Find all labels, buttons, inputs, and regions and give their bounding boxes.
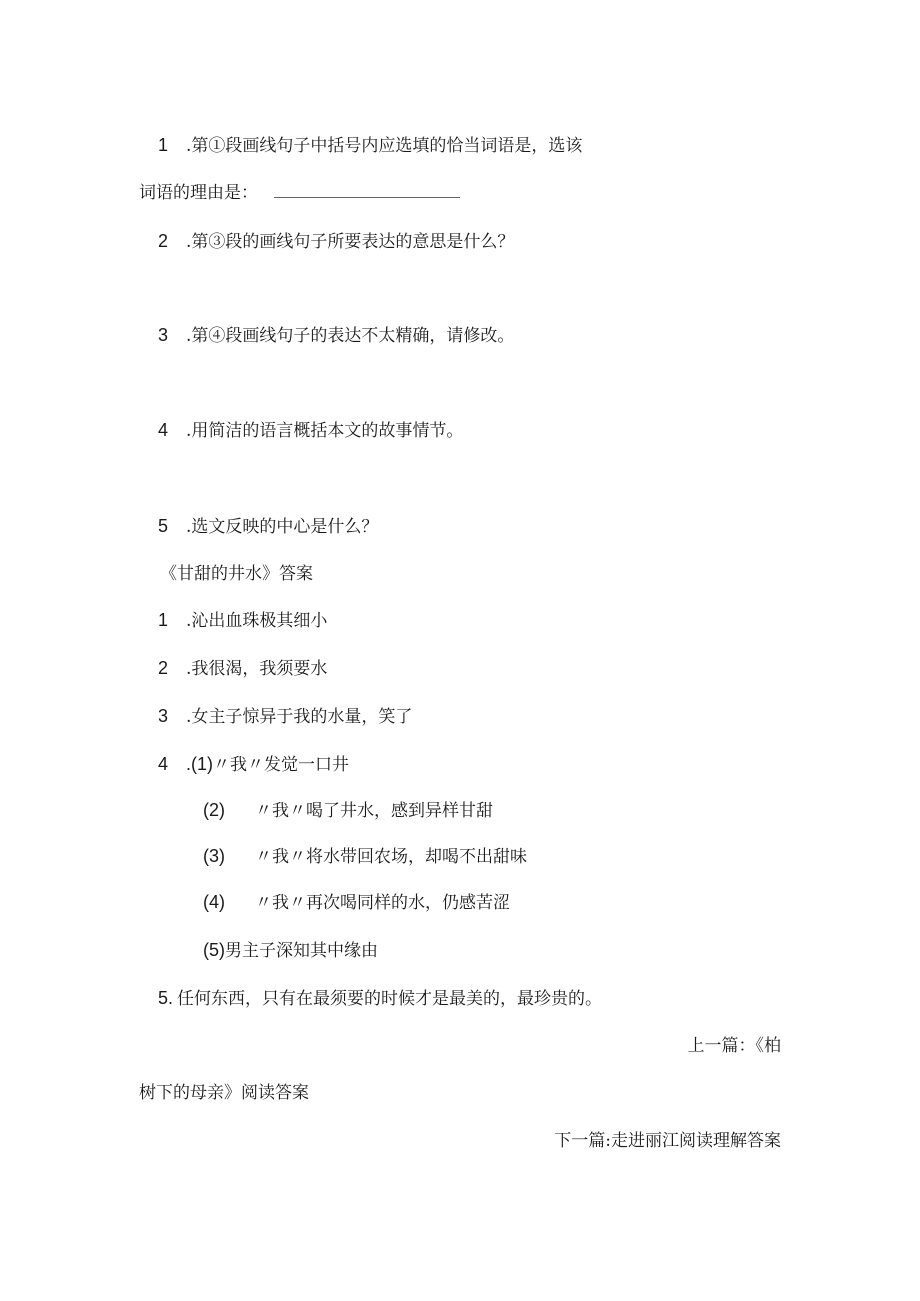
answer-text: 〃我〃再次喝同样的水，仍感苦涩: [255, 893, 510, 913]
question-1-continuation: [139, 181, 460, 205]
question-5: [158, 514, 378, 539]
answer-text: 〃我〃将水带回农场，却喝不出甜味: [255, 847, 527, 867]
question-text: 词语的理由是：: [139, 183, 258, 203]
question-number: 4: [158, 420, 169, 440]
answer-1: [158, 608, 327, 633]
next-article-link[interactable]: 下一篇:走进丽江阅读理解答案: [554, 1131, 781, 1151]
answer-text: 男主子深知其中缘由: [225, 941, 378, 961]
answer-text: 〃我〃喝了井水，感到异样甘甜: [255, 801, 493, 821]
question-text: .第①段画线句子中括号内应选填的恰当词语是，选该: [186, 136, 583, 156]
question-text: .第③段的画线句子所要表达的意思是什么？: [186, 232, 515, 252]
sub-label: (4): [203, 892, 225, 912]
question-text: .用简洁的语言概括本文的故事情节。: [186, 421, 464, 441]
question-number: 1: [158, 135, 169, 155]
answer-text: 〃我〃发觉一口井: [213, 755, 349, 775]
question-3: [158, 323, 514, 348]
question-1: [158, 133, 582, 158]
answer-title: 《甘甜的井水》答案: [160, 564, 313, 584]
answer-number: 2: [158, 658, 169, 678]
question-text: .第④段画线句子的表达不太精确，请修改。: [186, 326, 515, 346]
prev-article-link-continuation[interactable]: 树下的母亲》阅读答案: [139, 1083, 309, 1103]
answer-number: 1: [158, 610, 169, 630]
answer-4-sub-2: [203, 798, 493, 823]
question-number: 3: [158, 325, 169, 345]
answer-4-sub-4: [203, 890, 510, 915]
answer-2: [158, 656, 327, 681]
answer-4-sub-5: [203, 938, 378, 963]
question-number: 5: [158, 516, 169, 536]
prev-article-link[interactable]: 上一篇：《柏: [687, 1036, 781, 1056]
sub-label: (2): [203, 800, 225, 820]
answer-4: [158, 752, 349, 777]
answer-text: .沁出血珠极其细小: [186, 611, 328, 631]
answer-text: 任何东西，只有在最须要的时候才是最美的，最珍贵的。: [177, 989, 603, 1009]
question-number: 2: [158, 231, 169, 251]
answer-text: .我很渴，我须要水: [186, 659, 328, 679]
answer-blank: [274, 196, 460, 198]
sub-label: .(1): [186, 754, 213, 774]
answer-number: 4: [158, 754, 169, 774]
question-4: [158, 418, 463, 443]
answer-text: .女主子惊异于我的水量，笑了: [186, 707, 413, 727]
sub-label: (5): [203, 940, 225, 960]
answer-5: [158, 986, 602, 1011]
answer-4-sub-3: [203, 844, 527, 869]
question-text: .选文反映的中心是什么？: [186, 517, 379, 537]
sub-label: (3): [203, 846, 225, 866]
answer-number: 3: [158, 706, 169, 726]
question-2: [158, 229, 514, 254]
answer-3: [158, 704, 412, 729]
answer-number: 5.: [158, 988, 174, 1008]
